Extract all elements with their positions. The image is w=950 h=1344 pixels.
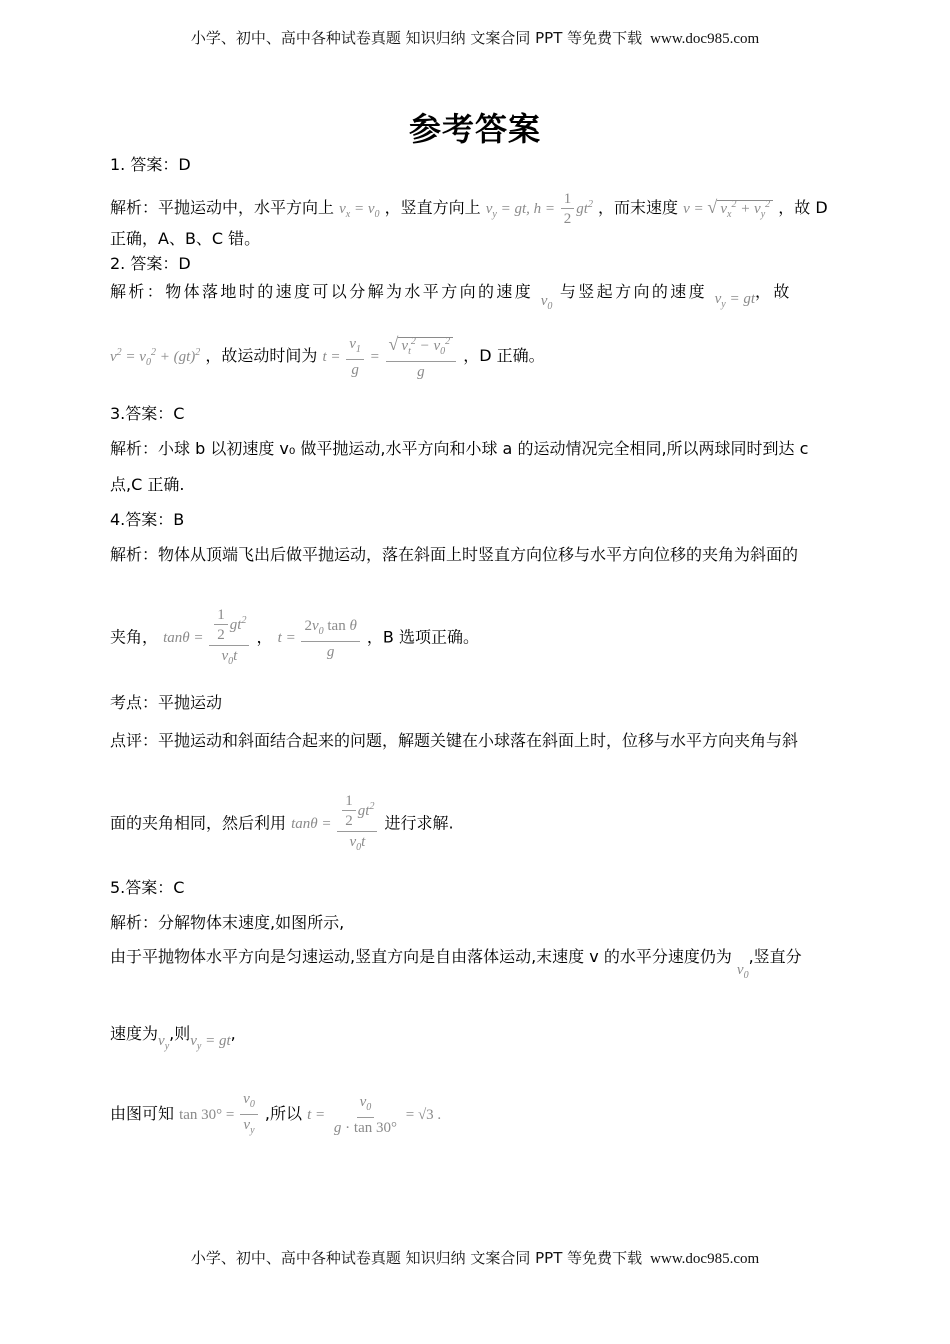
- page-footer: [0, 1247, 950, 1268]
- header-site-link[interactable]: www.doc985.com: [650, 31, 760, 47]
- q5-line5: 由图可知 tan 30° = $\frac{v_0}{v_y}$ ,所以 t = $\frac{v_0}{g \cdot \tan 30^\circ}$ = √3 .: [110, 1091, 442, 1136]
- formula-t-sqrt3: t = $\frac{v_0}{g \cdot \tan 30^\circ}$ = √3 .: [307, 1094, 442, 1136]
- q1-analysis: 解析：平抛运动中，水平方向上 $v_x = v_0$ ，竖直方向上 $v_y$ = gt, h = $\frac{1}{2}$ $gt^2$ ，而末速度 v = √ $v_x^2 + v_y^2$ ，故 D: [110, 191, 828, 227]
- footer-text: 小学、初中、高中各种试卷真题 知识归纳 文案合同 PPT 等免费下载: [190, 1249, 643, 1267]
- q2-formula-line: $v^2 = v_0^2 + (gt)^2$ ，故运动时间为 t = $\frac{v_1}{g}$ = $\frac{√ v_t^2 - v_0^2}{g}$ ，D 正确。: [110, 334, 545, 380]
- q4-analysis: 解析：物体从顶端飞出后做平抛运动，落在斜面上时竖直方向位移与水平方向位移的夹角为斜面的: [110, 545, 799, 564]
- q3-answer: 3.答案：C: [110, 404, 185, 423]
- footer-site-link[interactable]: www.doc985.com: [650, 1251, 760, 1267]
- formula-v: v = √ $v_x^2 + v_y^2$: [683, 201, 773, 217]
- q1-conclusion: 正确，A、B、C 错。: [110, 229, 261, 248]
- q4-dianping-line2: 面的夹角相同，然后利用 tanθ = $\frac{1}{2}$ $gt^2$ $v_0t$ 进行求解.: [110, 793, 454, 853]
- q3-analysis: 解析：小球 b 以初速度 v₀ 做平抛运动,水平方向和小球 a 的运动情况完全相同,所以两球同时到达 c: [110, 439, 809, 458]
- header-text: 小学、初中、高中各种试卷真题 知识归纳 文案合同 PPT 等免费下载: [190, 29, 643, 47]
- formula-tan-theta-2: tanθ = $\frac{1}{2}$ $gt^2$ $v_0t$: [291, 816, 379, 832]
- q2-analysis: 解析：物体落地时的速度可以分解为水平方向的速度 $v_0$ 与竖起方向的速度 $v_y$ = gt，故: [110, 282, 792, 312]
- formula-v-squared: $v^2 = v_0^2 + (gt)^2$: [110, 346, 201, 368]
- q5-answer: 5.答案：C: [110, 878, 185, 897]
- q5-analysis: 解析：分解物体末速度,如图所示,: [110, 913, 345, 932]
- q4-formula-line: 夹角， tanθ = $\frac{1}{2}$ $gt^2$ $v_0t$ ， t = $\frac{2v_0 \tan \theta}{g}$ ，B 选项正确。: [110, 607, 479, 667]
- q4-kaodian: 考点：平抛运动: [110, 693, 223, 712]
- q4-answer: 4.答案：B: [110, 510, 185, 529]
- formula-v0: $v_0$: [540, 293, 553, 312]
- formula-vx: $v_x = v_0$: [339, 200, 380, 220]
- q2-answer: 2. 答案：D: [110, 254, 191, 273]
- formula-vy-gt: $v_y$ = gt: [190, 1033, 231, 1052]
- page-header: [0, 27, 950, 48]
- formula-tan30: tan 30° = $\frac{v_0}{v_y}$: [179, 1107, 260, 1123]
- q4-dianping: 点评：平抛运动和斜面结合起来的问题，解题关键在小球落在斜面上时，位移与水平方向夹角与斜: [110, 731, 799, 750]
- formula-tan-theta: tanθ = $\frac{1}{2}$ $gt^2$ $v_0t$: [163, 630, 251, 646]
- q1-answer: 1. 答案：D: [110, 155, 191, 174]
- formula-t-tan: t = $\frac{2v_0 \tan \theta}{g}$: [278, 630, 362, 646]
- formula-vy: $v_y$ = gt: [714, 291, 755, 310]
- formula-vy-b: $v_y$: [158, 1033, 170, 1052]
- q3-conclusion: 点,C 正确.: [110, 475, 185, 494]
- formula-v0-b: $v_0$: [736, 962, 749, 981]
- formula-t: t = $\frac{v_1}{g}$ = $\frac{√ v_t^2 - v_0^2}{g}$: [322, 349, 458, 365]
- page-title: 参考答案: [408, 110, 541, 148]
- q5-line3: 由于平抛物体水平方向是匀速运动,竖直方向是自由落体运动,末速度 v 的水平分速度仍为 $v_0$,竖直分: [110, 947, 802, 981]
- q5-line4: 速度为$v_y$,则$v_y$ = gt,: [110, 1024, 236, 1052]
- formula-vy-h: $v_y$ = gt, h = $\frac{1}{2}$ $gt^2$: [485, 191, 593, 227]
